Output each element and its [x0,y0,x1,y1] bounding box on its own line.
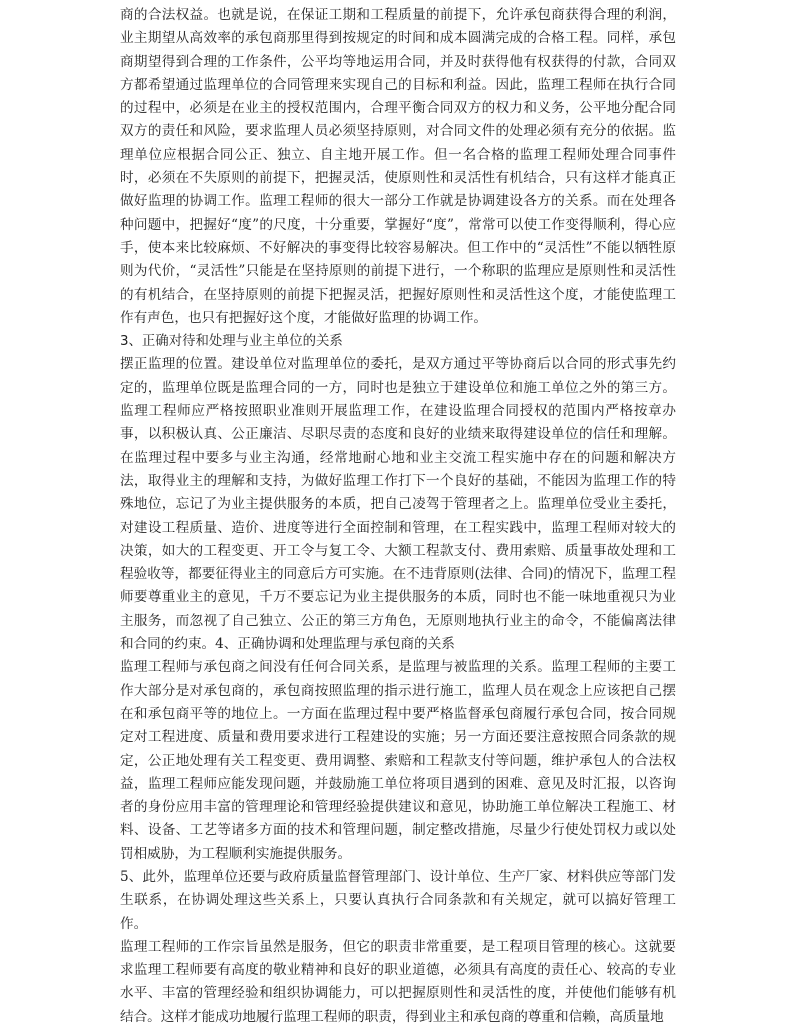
document-body [120,4,676,1029]
paragraph-contract-balance: 商的合法权益。也就是说，在保证工期和工程质量的前提下，允许承包商获得合理的利润，业主期望从高效率的承包商那里得到按规定的时间和成本圆满完成的合格工程。同样，承包商期望得到合理的工作条件，公平均等地运用合同，并及时获得他有权获得的付款，合同双方都希望通过监理单位的合同管理来实现自己的目标和利益。因此，监理工程师在执行合同的过程中，必须是在业主的授权范围内，合理平衡合同双方的权力和义务，公平地分配合同双方的责任和风险，要求监理人员必须坚持原则，对合同文件的处理必须有充分的依据。监理单位应根据合同公正、独立、自主地开展工作。但一名合格的监理工程师处理合同事件时，必须在不失原则的前提下，把握灵活，使原则性和灵活性有机结合，只有这样才能真正做好监理的协调工作。监理工程师的很大一部分工作就是协调建设各方的关系。而在处理各种问题中，把握好“度”的尺度，十分重要，掌握好“度”，常常可以使工作变得顺利，得心应手，使本来比较麻烦、不好解决的事变得比较容易解决。但工作中的“灵活性”不能以牺牲原则为代价，“灵活性”只能是在坚持原则的前提下进行，一个称职的监理应是原则性和灵活性的有机结合，在坚持原则的前提下把握灵活，把握好原则性和灵活性这个度，才能使监理工作有声色，也只有把握好这个度，才能做好监理的协调工作。 [120,7,676,326]
paragraph-other-relations: 5、此外，监理单位还要与政府质量监督管理部门、设计单位、生产厂家、材料供应等部门发生联系，在协调处理这些关系上，只要认真执行合同条款和有关规定，就可以搞好管理工作。 [120,868,676,932]
paragraph-engineer-duties: 监理工程师的工作宗旨虽然是服务，但它的职责非常重要，是工程项目管理的核心。这就要求监理工程师要有高度的敬业精神和良好的职业道德，必须具有高度的责任心、较高的专业水平、丰富的管理经验和组织协调能力，可以把握原则性和灵活性的度，并使他们能够有机结合。这样才能成功地履行监理工程师的职责，得到业主和承包商的尊重和信赖，高质量地 [120,938,676,1025]
paragraph-owner-relations: 摆正监理的位置。建设单位对监理单位的委托，是双方通过平等协商后以合同的形式事先约定的，监理单位既是监理合同的一方，同时也是独立于建设单位和施工单位之外的第三方。监理工程师应严格按照职业准则开展监理工作，在建设监理合同授权的范围内严格按章办事，以积极认真、公正廉洁、尽职尽责的态度和良好的业绩来取得建设单位的信任和理解。在监理过程中要多与业主沟通，经常地耐心地和业主交流工程实施中存在的问题和解决方法，取得业主的理解和支持，为做好监理工作打下一个良好的基础，不能因为监理工作的特殊地位，忘记了为业主提供服务的本质，把自己凌驾于管理者之上。监理单位受业主委托，对建设工程质量、造价、进度等进行全面控制和管理，在工程实践中，监理工程师对较大的决策，如大的工程变更、开工令与复工令、大额工程款支付、费用索赔、质量事故处理和工程验收等，都要征得业主的同意后方可实施。在不违背原则(法律、合同)的情况下，监理工程师要尊重业主的意见，千万不要忘记为业主提供服务的本质，同时也不能一味地重视只为业主服务，而忽视了自己独立、公正的第三方角色，无原则地执行业主的命令，不能偏离法律和合同的约束。4、正确协调和处理监理与承包商的关系 [120,356,676,653]
paragraph-contractor-relations: 监理工程师与承包商之间没有任何合同关系，是监理与被监理的关系。监理工程师的主要工作大部分是对承包商的，承包商按照监理的指示进行施工，监理人员在观念上应该把自己摆在和承包商平等的地位上。一方面在监理过程中要严格监督承包商履行承包合同，按合同规定对工程进度、质量和费用要求进行工程建设的实施；另一方面还要注意按照合同条款的规定，公正地处理有关工程变更、费用调整、索赔和工程款支付等问题，维护承包人的合法权益，监理工程师应能发现问题，并鼓励施工单位将项目遇到的困难、意见及时汇报，以咨询者的身份应用丰富的管理理论和管理经验提供建议和意见，协助施工单位解决工程施工、材料、设备、工艺等诸多方面的技术和管理问题，制定整改措施，尽量少行使处罚权力或以处罚相威胁，为工程顺利实施提供服务。 [120,659,676,862]
section-heading-owner-relations: 3、正确对待和处理与业主单位的关系 [120,334,343,350]
